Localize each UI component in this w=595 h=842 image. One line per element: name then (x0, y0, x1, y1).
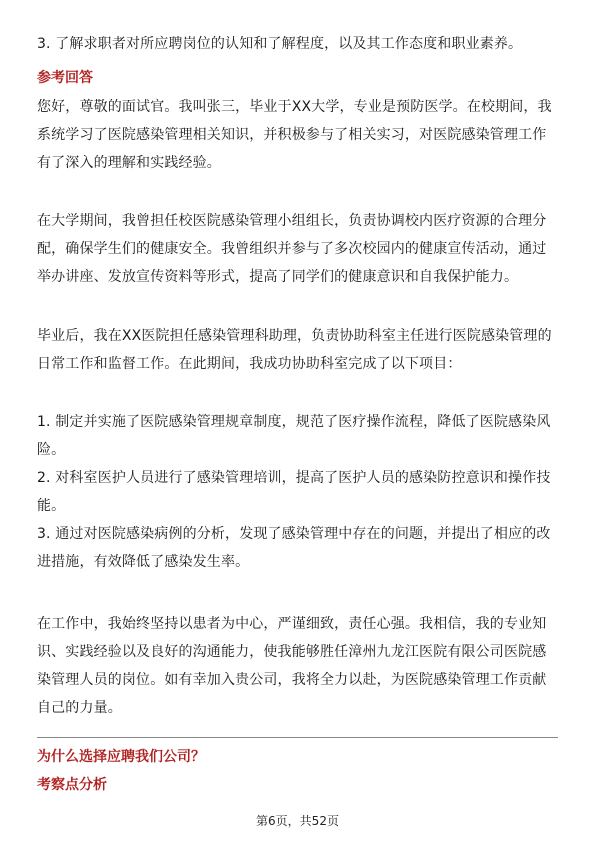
paragraph-line: 毕业后，我在XX医院担任感染管理科助理，负责协助科室主任进行医院感染管理的 (37, 328, 552, 344)
paragraph-line: 自己的力量。 (37, 700, 122, 716)
paragraph-university (37, 207, 546, 291)
paragraph-line: 识、实践经验以及良好的沟通能力，使我能够胜任漳州九龙江医院有限公司医院感 (37, 644, 547, 660)
list-item: 进措施，有效降低了感染发生率。 (37, 554, 250, 570)
paragraph-line: 有了深入的理解和实践经验。 (37, 155, 221, 171)
paragraph-line: 在大学期间，我曾担任校医院感染管理小组组长，负责协调校内医疗资源的合理分 (37, 213, 547, 229)
intro-line: 3. 了解求职者对所应聘岗位的认知和了解程度，以及其工作态度和职业素养。 (37, 36, 523, 52)
next-question-heading: 为什么选择应聘我们公司？ (37, 749, 205, 765)
analysis-heading: 考察点分析 (37, 777, 107, 793)
section-divider (37, 737, 558, 738)
paragraph-work (37, 322, 552, 378)
paragraph-line: 日常工作和监督工作。在此期间，我成功协助科室完成了以下项目： (37, 356, 462, 372)
paragraph-line: 举办讲座、发放宣传资料等形式，提高了同学们的健康意识和自我保护能力。 (37, 269, 519, 285)
list-item: 险。 (37, 442, 66, 458)
paragraph-line: 系统学习了医院感染管理相关知识，并积极参与了相关实习，对医院感染管理工作 (37, 127, 547, 143)
paragraph-closing (37, 610, 546, 722)
paragraph-line: 您好，尊敬的面试官。我叫张三，毕业于XX大学，专业是预防医学。在校期间，我 (37, 99, 552, 115)
paragraph-line: 染管理人员的岗位。如有幸加入贵公司，我将全力以赴，为医院感染管理工作贡献 (37, 672, 547, 688)
project-list (37, 408, 551, 576)
list-item: 3. 通过对医院感染病例的分析，发现了感染管理中存在的问题，并提出了相应的改 (37, 526, 551, 542)
paragraph-intro (37, 93, 552, 177)
list-item: 能。 (37, 498, 66, 514)
paragraph-line: 配，确保学生们的健康安全。我曾组织并参与了多次校园内的健康宣传活动，通过 (37, 241, 547, 257)
reference-answer-heading: 参考回答 (37, 70, 93, 86)
page-number: 第6页，共52页 (256, 814, 339, 828)
list-item: 2. 对科室医护人员进行了感染管理培训，提高了医护人员的感染防控意识和操作技 (37, 470, 551, 486)
paragraph-line: 在工作中，我始终坚持以患者为中心，严谨细致，责任心强。我相信，我的专业知 (37, 616, 547, 632)
list-item: 1. 制定并实施了医院感染管理规章制度，规范了医疗操作流程，降低了医院感染风 (37, 414, 551, 430)
